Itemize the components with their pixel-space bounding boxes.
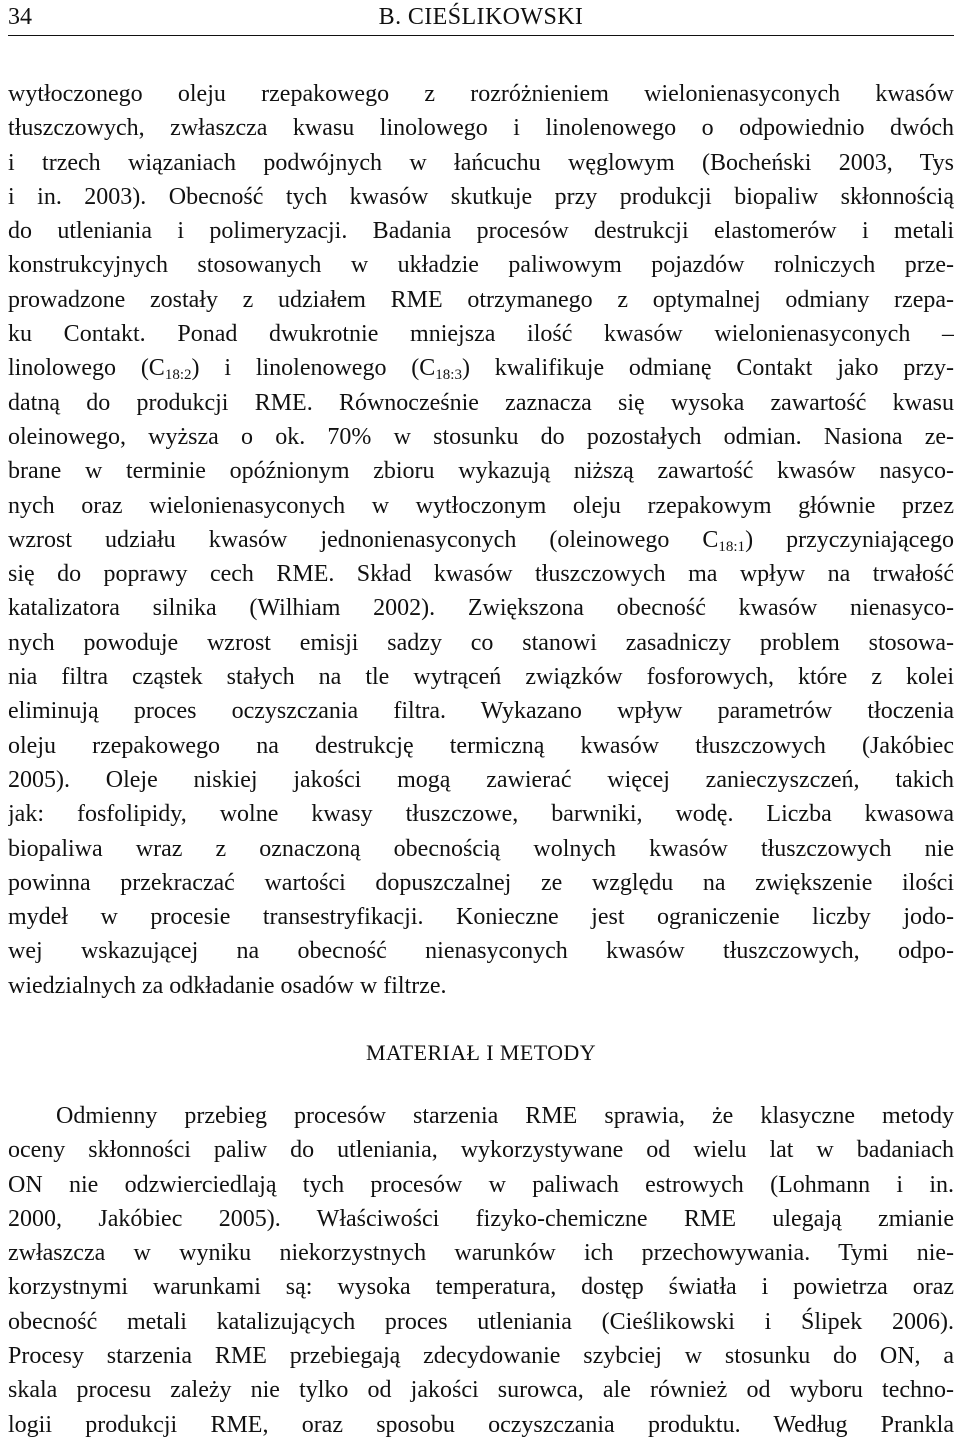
subscript: 18:3 bbox=[435, 367, 462, 384]
text-line: konstrukcyjnych stosowanych w układzie paliwowym pojazdów rolniczych prze- bbox=[8, 252, 954, 279]
text-line: i trzech wiązaniach podwójnych w łańcuchu węglowym (Bocheński 2003, Tys bbox=[8, 149, 954, 176]
text-line: się do poprawy cech RME. Skład kwasów tłuszczowych ma wpływ na trwałość bbox=[8, 561, 954, 588]
text-line: prowadzone zostały z udziałem RME otrzymanego z optymalnej odmiany rzepa- bbox=[8, 286, 954, 313]
text-segment: linolowego (C bbox=[8, 355, 165, 382]
text-line: 2005). Oleje niskiej jakości mogą zawierać więcej zanieczyszczeń, takich bbox=[8, 766, 954, 793]
body-paragraph-1 bbox=[8, 77, 954, 1003]
text-line: oleinowego, wyższa o ok. 70% w stosunku do pozostałych odmian. Nasiona ze- bbox=[8, 423, 954, 450]
text-line: biopaliwa wraz z oznaczoną obecnością wolnych kwasów tłuszczowych nie bbox=[8, 835, 954, 862]
running-head: B. CIEŚLIKOWSKI bbox=[378, 4, 584, 30]
text-line: skala procesu zależy nie tylko od jakości surowca, ale również od wyboru techno- bbox=[8, 1377, 954, 1404]
body-paragraph-2 bbox=[8, 1099, 954, 1442]
header-rule bbox=[8, 35, 954, 36]
text-line: Odmienny przebieg procesów starzenia RME sprawia, że klasyczne metody bbox=[56, 1103, 954, 1129]
subscript: 18:1 bbox=[718, 538, 746, 555]
text-line: oceny skłonności paliw do utleniania, wykorzystywane od wielu lat w badaniach bbox=[8, 1137, 954, 1164]
text-line: 2000, Jakóbiec 2005). Właściwości fizyko-chemiczne RME ulegają zmianie bbox=[8, 1205, 954, 1232]
text-line: jak: fosfolipidy, wolne kwasy tłuszczowe, barwniki, wodę. Liczba kwasowa bbox=[8, 801, 954, 828]
text-line: wiedzialnych za odkładanie osadów w filtrze. bbox=[8, 972, 447, 999]
text-line: powinna przekraczać wartości dopuszczalnej ze względu na zwiększenie ilości bbox=[8, 869, 954, 896]
text-line: ku Contakt. Ponad dwukrotnie mniejsza ilość kwasów wielonienasyconych – bbox=[8, 321, 954, 348]
text-line: i in. 2003). Obecność tych kwasów skutkuje przy produkcji biopaliw skłonnością bbox=[8, 183, 954, 210]
page-number: 34 bbox=[8, 4, 32, 30]
text-line: brane w terminie opóźnionym zbioru wykazują niższą zawartość kwasów nasyco- bbox=[8, 458, 954, 485]
text-line: oleju rzepakowego na destrukcję termiczną kwasów tłuszczowych (Jakóbiec bbox=[8, 732, 954, 759]
text-line: korzystnymi warunkami są: wysoka temperatura, dostęp światła i powietrza oraz bbox=[8, 1274, 954, 1301]
text-line: katalizatora silnika (Wilhiam 2002). Zwiększona obecność kwasów nienasyco- bbox=[8, 595, 954, 622]
text-line: Procesy starzenia RME przebiegają zdecydowanie szybciej w stosunku do ON, a bbox=[8, 1343, 954, 1370]
text-segment: ) i linolenowego (C bbox=[191, 355, 436, 382]
page-header bbox=[8, 2, 954, 32]
text-line: logii produkcji RME, oraz sposobu oczyszczania produktu. Według Prankla bbox=[8, 1411, 954, 1438]
text-line: datną do produkcji RME. Równocześnie zaznacza się wysoka zawartość kwasu bbox=[8, 389, 954, 416]
text-line: do utleniania i polimeryzacji. Badania procesów destrukcji elastomerów i metali bbox=[8, 218, 954, 245]
text-line: nych powoduje wzrost emisji sadzy co stanowi zasadniczy problem stosowa- bbox=[8, 629, 954, 656]
text-line: zwłaszcza w wyniku niekorzystnych warunków ich przechowywania. Tymi nie- bbox=[8, 1240, 954, 1267]
text-line-with-subscripts bbox=[8, 523, 954, 557]
text-line-with-subscripts bbox=[8, 351, 954, 385]
text-line: obecność metali katalizujących proces utleniania (Cieślikowski i Ślipek 2006). bbox=[8, 1308, 954, 1335]
text-segment: wzrost udziału kwasów jednonienasyconych (oleinowego C bbox=[8, 526, 719, 553]
text-line: nych oraz wielonienasyconych w wytłoczonym oleju rzepakowym głównie przez bbox=[8, 492, 954, 519]
text-segment: ) kwalifikuje odmianę Contakt jako przy- bbox=[461, 355, 954, 382]
text-segment: ) przyczyniającego bbox=[745, 526, 954, 553]
text-line: mydeł w procesie transestryfikacji. Konieczne jest ograniczenie liczby jodo- bbox=[8, 904, 954, 931]
text-line: ON nie odzwierciedlają tych procesów w paliwach estrowych (Lohmann i in. bbox=[8, 1171, 954, 1198]
text-line: wej wskazującej na obecność nienasyconych kwasów tłuszczowych, odpo- bbox=[8, 938, 954, 965]
text-line: wytłoczonego oleju rzepakowego z rozróżnieniem wielonienasyconych kwasów bbox=[8, 81, 954, 107]
text-line: tłuszczowych, zwłaszcza kwasu linolowego i linolenowego o odpowiednio dwóch bbox=[8, 115, 954, 142]
subscript: 18:2 bbox=[164, 367, 192, 384]
text-line: nia filtra cząstek stałych na tle wytrąceń związków fosforowych, które z kolei bbox=[8, 664, 954, 691]
section-heading: MATERIAŁ I METODY bbox=[365, 1040, 597, 1065]
text-line: eliminują proces oczyszczania filtra. Wykazano wpływ parametrów tłoczenia bbox=[8, 698, 954, 725]
